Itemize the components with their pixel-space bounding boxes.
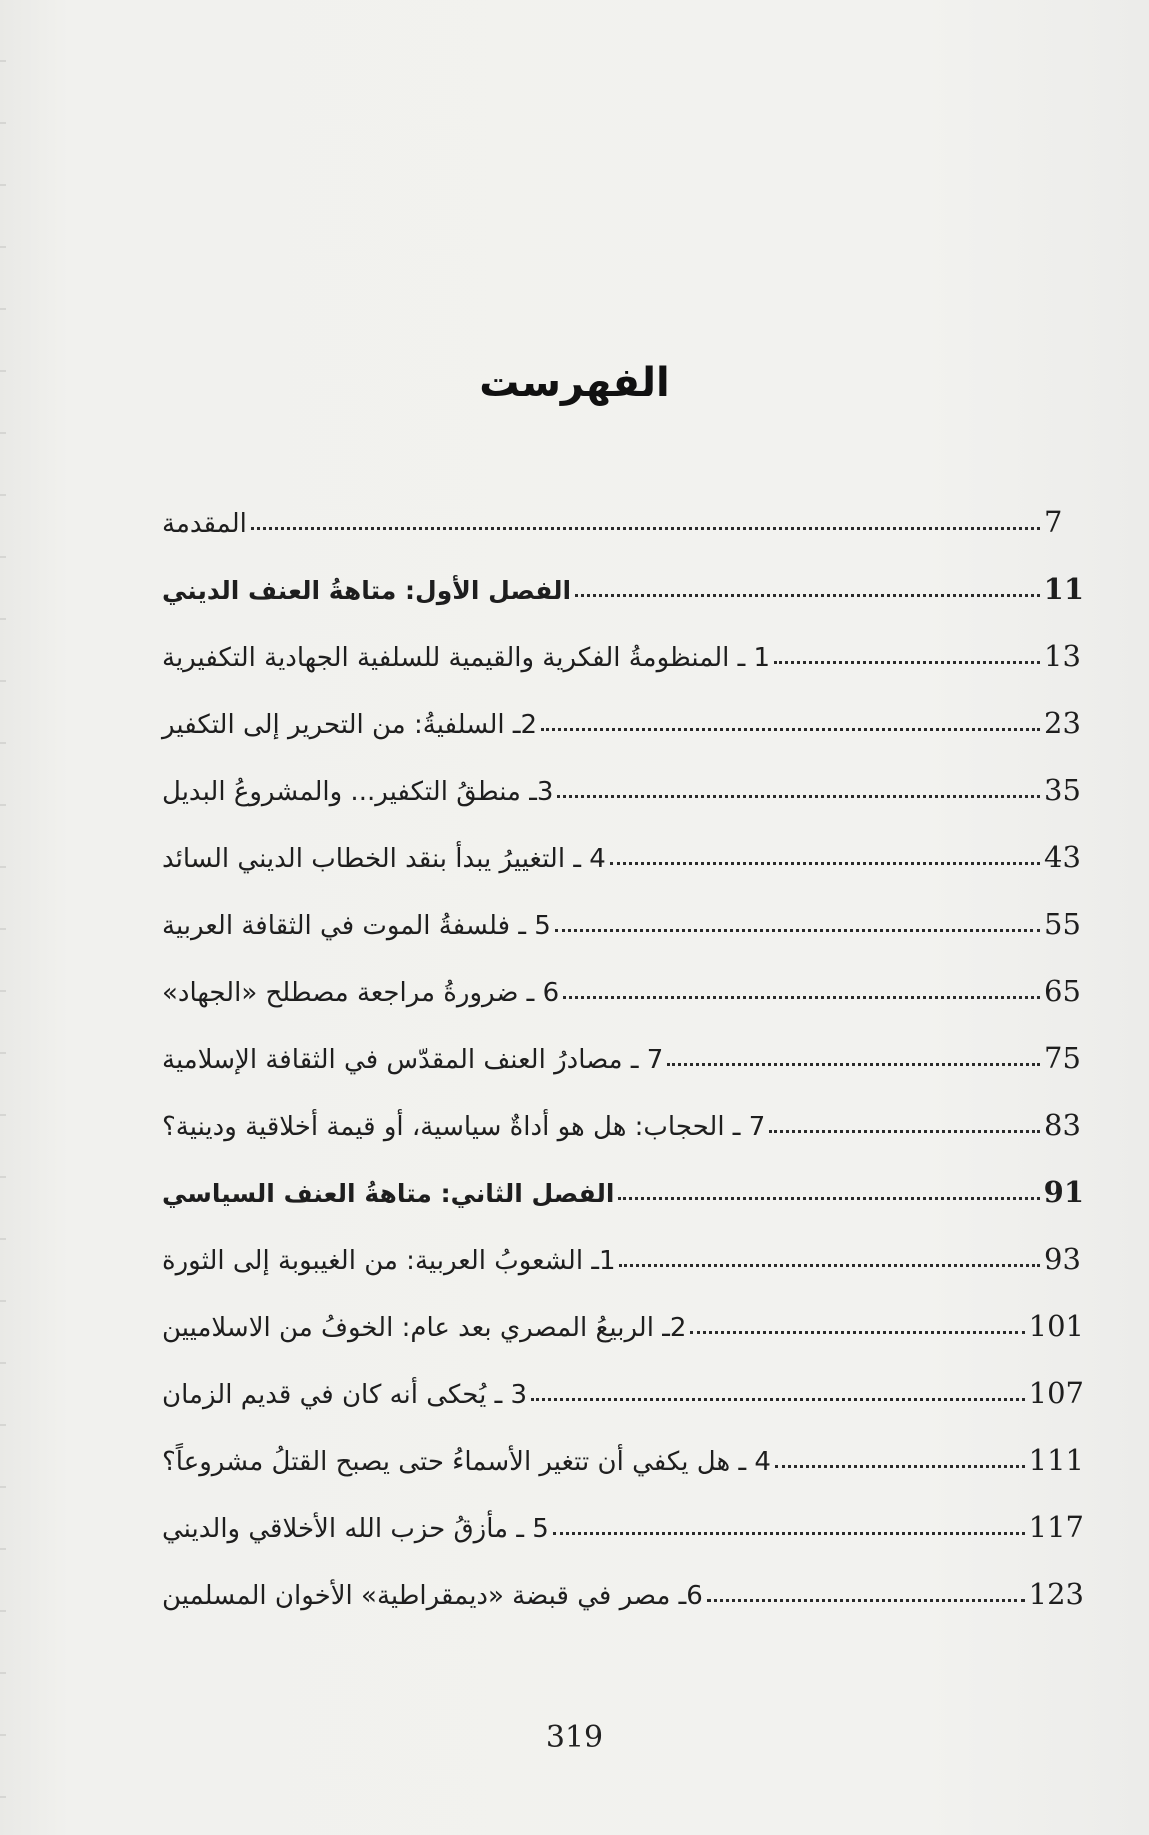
leader-dots [575,594,1040,597]
toc-entry [162,773,1084,840]
leader-dots [555,929,1040,932]
toc-entry [162,505,1084,572]
toc-entry-label: 7 ـ مصادرُ العنف المقدّس في الثقافة الإسلامية [162,1045,664,1075]
toc-entry-page: 43 [1044,840,1081,874]
toc-entry-page: 91 [1043,1175,1084,1209]
toc-entry-page: 111 [1028,1443,1084,1477]
toc-entry-page: 83 [1044,1108,1081,1142]
toc-entry-label: 4 ـ هل يكفي أن تتغير الأسماءُ حتى يصبح القتلُ مشروعاً؟ [162,1447,771,1477]
toc-entry-page: 123 [1028,1577,1084,1611]
toc-entry [162,1309,1084,1376]
toc-entry-page: 23 [1044,706,1081,740]
toc-entry-label: 6 ـ ضرورةُ مراجعة مصطلح «الجهاد» [162,978,560,1008]
toc-entry-label: الفصل الأول: متاهةُ العنف الديني [162,576,572,605]
toc-entry [162,1108,1084,1175]
toc-entry [162,572,1084,639]
leader-dots [563,996,1040,999]
toc-entry-page: 11 [1043,572,1084,606]
toc-entry-label: 7 ـ الحجاب: هل هو أداةٌ سياسية، أو قيمة أخلاقية ودينية؟ [162,1112,766,1142]
leader-dots [557,795,1040,798]
toc-entry [162,1510,1084,1577]
page-title: الفهرست [479,360,670,406]
leader-dots [610,862,1040,865]
toc-entry-label: 3ـ منطقُ التكفير... والمشروعُ البديل [162,777,554,807]
toc-entry-page: 101 [1028,1309,1084,1343]
toc-entry-page: 35 [1044,773,1081,807]
toc-entry [162,1175,1084,1242]
toc-entry [162,840,1084,907]
leader-dots [690,1331,1024,1334]
toc-entry-page: 75 [1044,1041,1081,1075]
toc-entry [162,1443,1084,1510]
toc-entry [162,1577,1084,1644]
toc-entry-label: 2ـ السلفيةُ: من التحرير إلى التكفير [162,710,538,740]
toc-entry-label: المقدمة [162,509,247,539]
toc-entry [162,907,1084,974]
table-of-contents [162,505,1084,1644]
toc-entry-label: 5 ـ مأزقُ حزب الله الأخلاقي والديني [162,1514,549,1544]
page-number: 319 [545,1720,604,1755]
leader-dots [667,1063,1040,1066]
toc-entry-page: 117 [1028,1510,1084,1544]
toc-entry-page: 65 [1044,974,1081,1008]
toc-entry-page: 107 [1028,1376,1084,1410]
toc-entry-page: 93 [1044,1242,1081,1276]
toc-entry-label: 3 ـ يُحكى أنه كان في قديم الزمان [162,1380,528,1410]
leader-dots [541,728,1040,731]
toc-entry [162,1041,1084,1108]
toc-entry [162,1376,1084,1443]
toc-entry-label: 2ـ الربيعُ المصري بعد عام: الخوفُ من الاسلاميين [162,1313,687,1343]
toc-entry [162,1242,1084,1309]
page-edge [0,0,6,1835]
toc-entry [162,974,1084,1041]
leader-dots [775,1465,1025,1468]
toc-entry-label: 1 ـ المنظومةُ الفكرية والقيمية للسلفية الجهادية التكفيرية [162,643,771,673]
leader-dots [618,1197,1039,1200]
leader-dots [531,1398,1025,1401]
leader-dots [707,1599,1025,1602]
toc-entry-label: 1ـ الشعوبُ العربية: من الغيبوبة إلى الثورة [162,1246,616,1276]
leader-dots [553,1532,1025,1535]
toc-entry-page: 55 [1044,907,1081,941]
leader-dots [251,527,1040,530]
toc-entry-page: 7 [1044,505,1063,539]
leader-dots [619,1264,1040,1267]
toc-entry-page: 13 [1044,639,1081,673]
toc-entry [162,639,1084,706]
toc-entry-label: 6ـ مصر في قبضة «ديمقراطية» الأخوان المسلمين [162,1581,703,1611]
leader-dots [774,661,1040,664]
toc-entry-label: الفصل الثاني: متاهةُ العنف السياسي [162,1179,615,1208]
toc-entry-label: 4 ـ التغييرُ يبدأ بنقد الخطاب الديني السائد [162,844,606,874]
toc-entry-label: 5 ـ فلسفةُ الموت في الثقافة العربية [162,911,551,941]
toc-entry [162,706,1084,773]
leader-dots [769,1130,1040,1133]
